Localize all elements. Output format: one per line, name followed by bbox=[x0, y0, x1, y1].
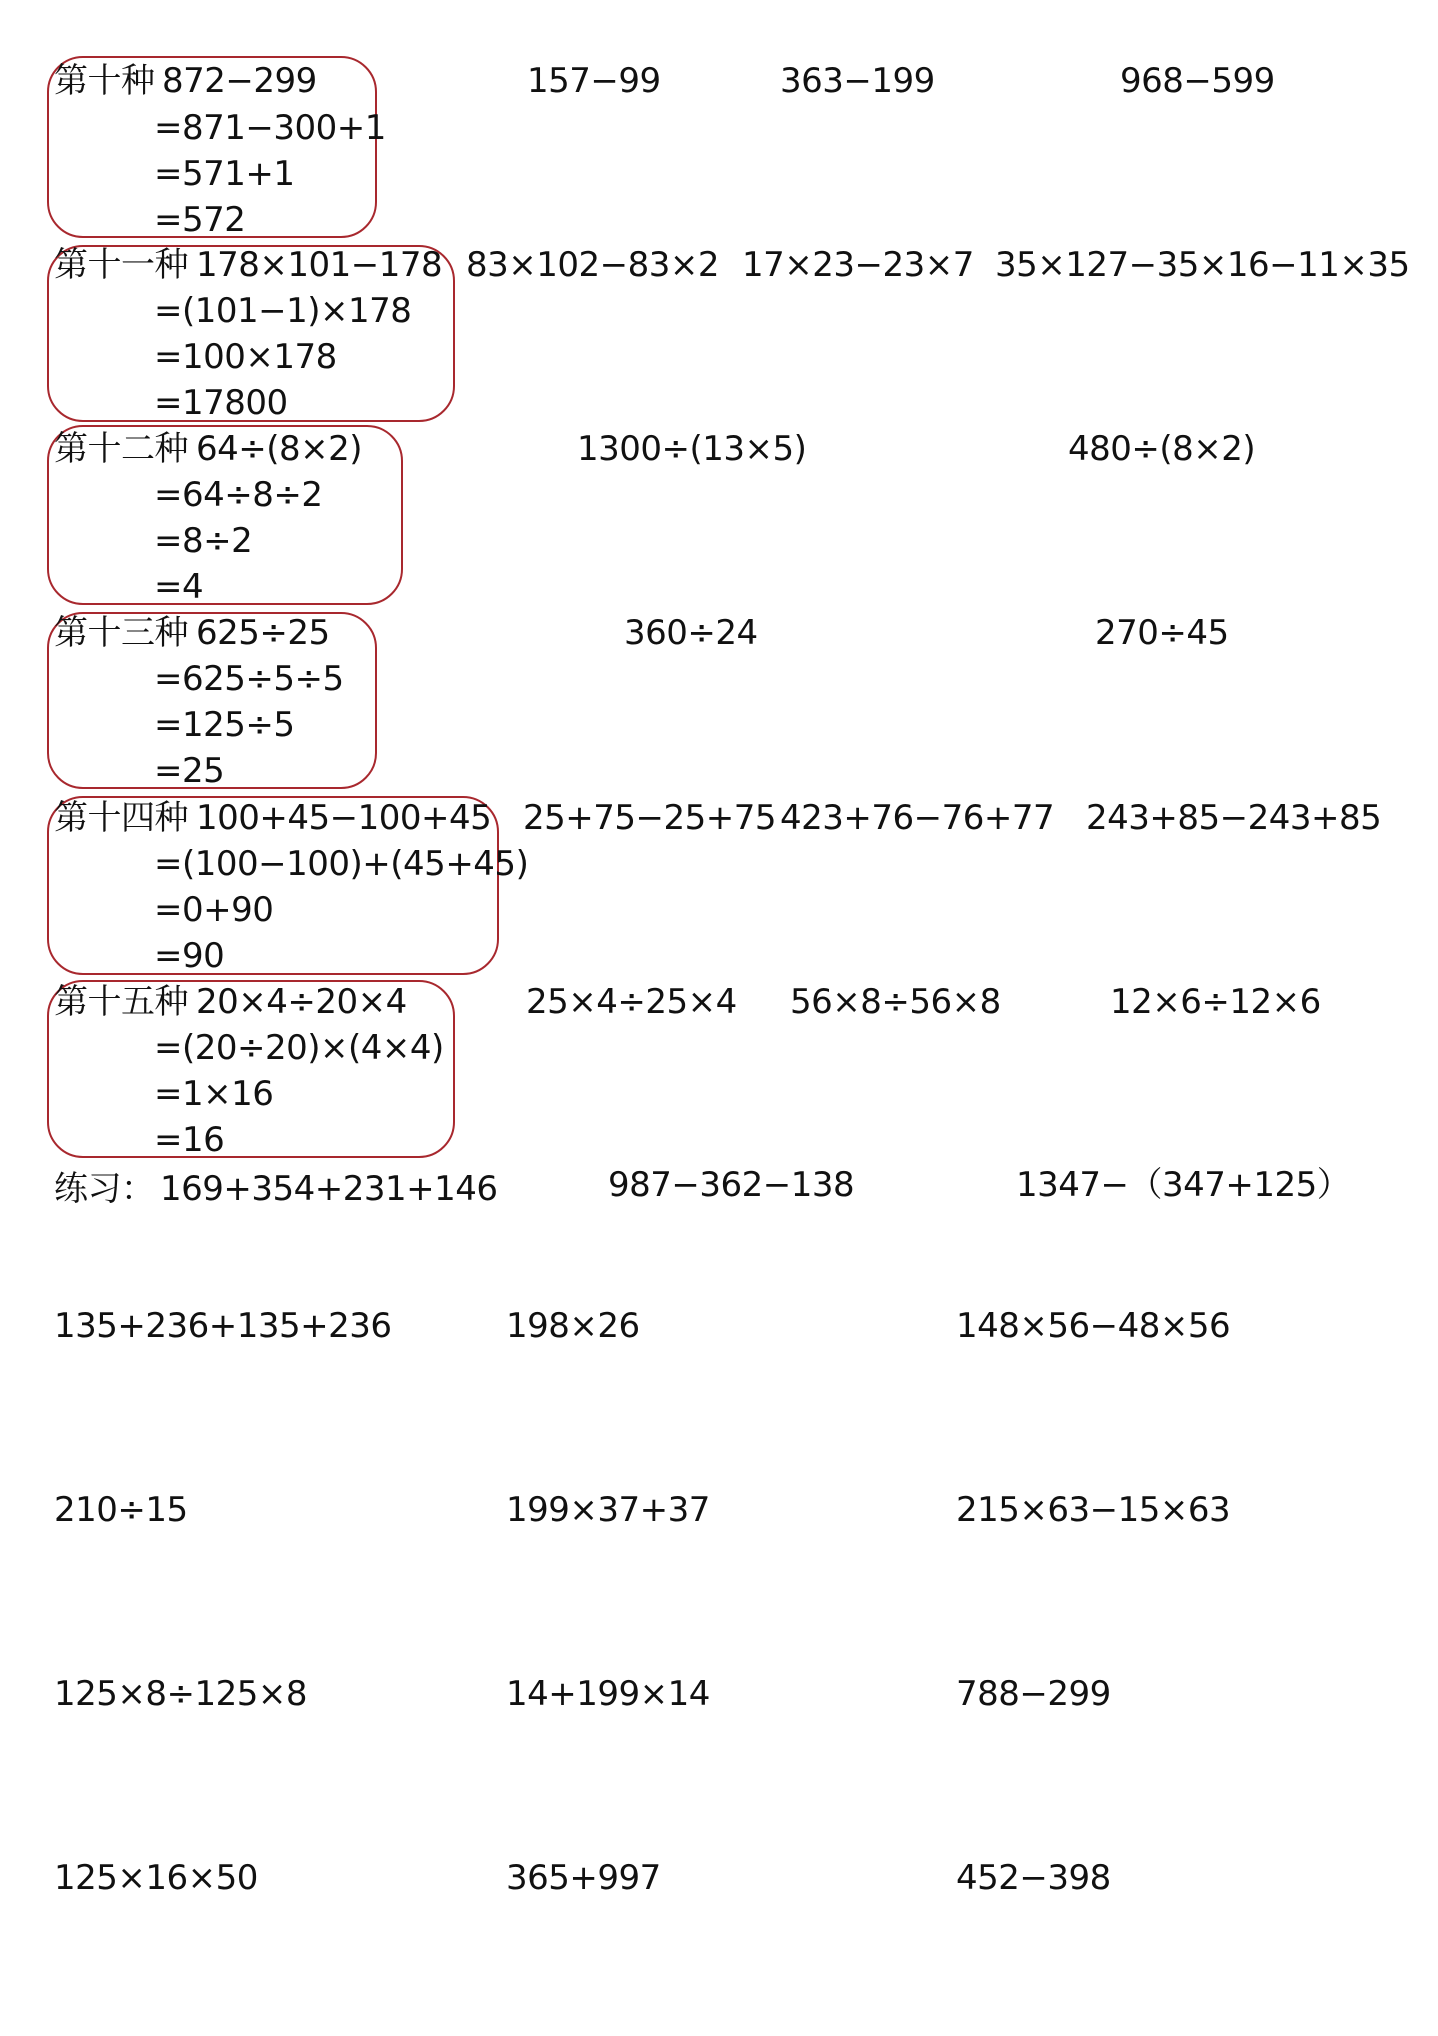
practice-item: 199×37+37 bbox=[506, 1490, 710, 1530]
example-line: =(101−1)×178 bbox=[154, 291, 412, 331]
practice-item: 135+236+135+236 bbox=[54, 1306, 392, 1346]
practice-item: 125×16×50 bbox=[54, 1858, 258, 1898]
example-line: =17800 bbox=[154, 383, 288, 423]
practice-item: 125×8÷125×8 bbox=[54, 1674, 308, 1714]
exercise: 35×127−35×16−11×35 bbox=[995, 245, 1410, 285]
method-label: 第十种 bbox=[54, 61, 155, 101]
example-line: =571+1 bbox=[154, 154, 295, 194]
example-line: 100+45−100+45 bbox=[196, 798, 492, 838]
example-line: =(20÷20)×(4×4) bbox=[154, 1028, 444, 1068]
exercise: 157−99 bbox=[527, 61, 661, 101]
practice-item: 148×56−48×56 bbox=[956, 1306, 1231, 1346]
method-label: 第十四种 bbox=[54, 798, 188, 838]
exercise: 17×23−23×7 bbox=[742, 245, 974, 285]
practice-item: 169+354+231+146 bbox=[160, 1169, 498, 1209]
exercise: 360÷24 bbox=[624, 613, 758, 653]
exercise: 968−599 bbox=[1120, 61, 1275, 101]
exercise: 423+76−76+77 bbox=[780, 798, 1055, 838]
exercise: 363−199 bbox=[780, 61, 935, 101]
example-line: 20×4÷20×4 bbox=[196, 982, 407, 1022]
example-line: =625÷5÷5 bbox=[154, 659, 344, 699]
practice-item: 210÷15 bbox=[54, 1490, 188, 1530]
practice-item: 788−299 bbox=[956, 1674, 1111, 1714]
example-line: =16 bbox=[154, 1120, 225, 1160]
method-label: 第十一种 bbox=[54, 245, 188, 285]
exercise: 480÷(8×2) bbox=[1068, 429, 1256, 469]
example-line: =(100−100)+(45+45) bbox=[154, 844, 529, 884]
example-line: 625÷25 bbox=[196, 613, 330, 653]
practice-item: 198×26 bbox=[506, 1306, 640, 1346]
exercise: 243+85−243+85 bbox=[1086, 798, 1382, 838]
example-line: =125÷5 bbox=[154, 705, 295, 745]
example-line: =1×16 bbox=[154, 1074, 274, 1114]
example-line: =871−300+1 bbox=[154, 108, 386, 148]
example-line: =90 bbox=[154, 936, 225, 976]
method-label: 第十三种 bbox=[54, 613, 188, 653]
example-line: =100×178 bbox=[154, 337, 337, 377]
exercise: 12×6÷12×6 bbox=[1110, 982, 1321, 1022]
example-line: =8÷2 bbox=[154, 521, 253, 561]
exercise: 56×8÷56×8 bbox=[790, 982, 1001, 1022]
practice-item: 987−362−138 bbox=[608, 1165, 855, 1205]
exercise: 25×4÷25×4 bbox=[526, 982, 737, 1022]
example-line: =25 bbox=[154, 751, 225, 791]
example-line: =4 bbox=[154, 567, 204, 607]
exercise: 25+75−25+75 bbox=[523, 798, 777, 838]
method-label: 第十二种 bbox=[54, 429, 188, 469]
practice-item: 215×63−15×63 bbox=[956, 1490, 1231, 1530]
exercise: 1300÷(13×5) bbox=[577, 429, 807, 469]
method-label: 第十五种 bbox=[54, 982, 188, 1022]
exercise: 270÷45 bbox=[1095, 613, 1229, 653]
practice-item: 1347−（347+125） bbox=[1016, 1165, 1351, 1205]
practice-item: 365+997 bbox=[506, 1858, 661, 1898]
practice-item: 452−398 bbox=[956, 1858, 1111, 1898]
practice-label: 练习： bbox=[54, 1169, 155, 1209]
example-line: 178×101−178 bbox=[196, 245, 443, 285]
practice-item: 14+199×14 bbox=[506, 1674, 710, 1714]
example-line: 872−299 bbox=[162, 61, 317, 101]
exercise: 83×102−83×2 bbox=[466, 245, 720, 285]
example-line: =572 bbox=[154, 200, 246, 240]
example-line: =64÷8÷2 bbox=[154, 475, 323, 515]
example-line: 64÷(8×2) bbox=[196, 429, 363, 469]
example-line: =0+90 bbox=[154, 890, 274, 930]
